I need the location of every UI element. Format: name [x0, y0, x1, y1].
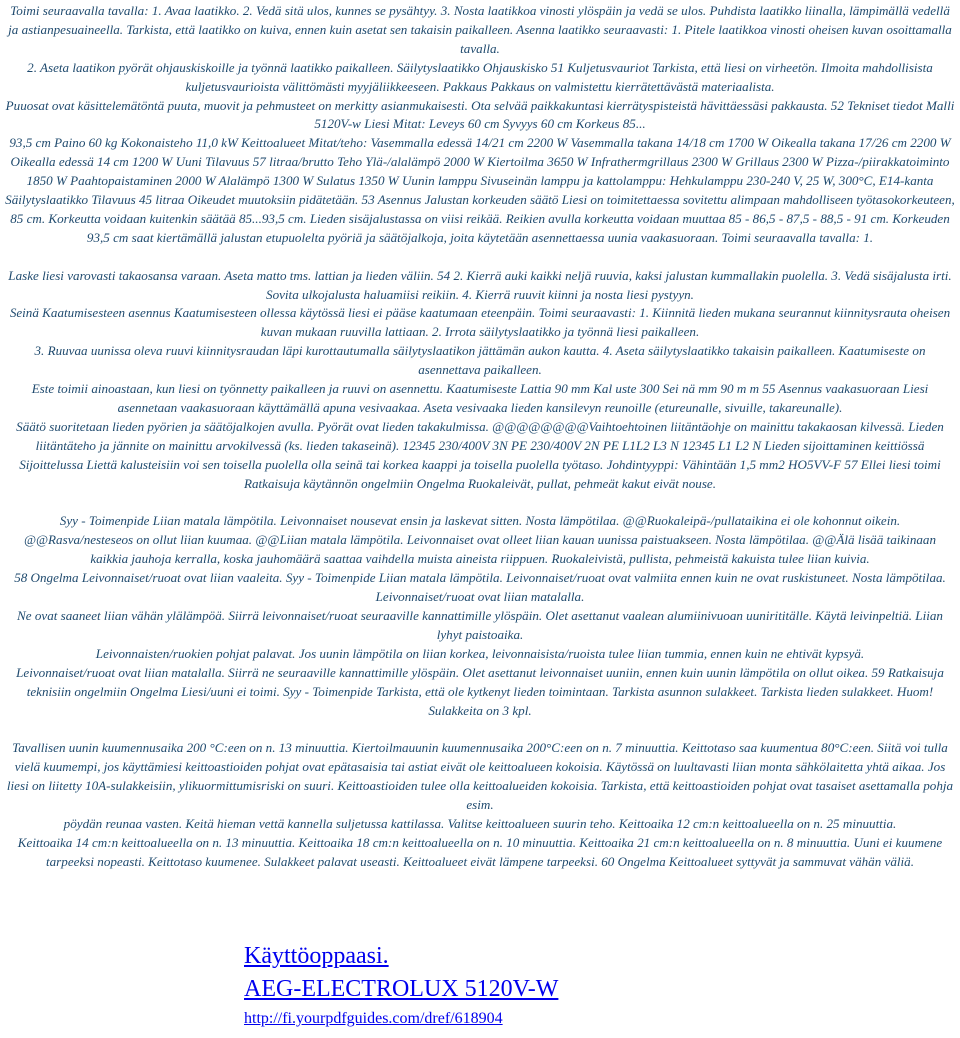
url-link[interactable]: http://fi.yourpdfguides.com/dref/618904 [244, 1010, 503, 1027]
paragraph-troubleshoot-rising: Syy - Toimenpide Liian matala lämpötila. Leivonnaiset nousevat ensin ja laskevat sitten. Nosta lämpötilaa. @@Ruokaleipä-/pullataikina ei ole kohonnut oikein. @@Rasva/nesteseos on ollut liian kuumaa. @@Liian matala lämpötila. Leivonnaiset ovat olleet liian kauan uunissa paistuakseen. Nosta lämpötilaa. @@Älä lisää taikinaan kaikkia jauhoja kerralla, koska jauhomäärä saattaa vaihdella muista aineista riippuen. Ruokaleivistä, pullista, pehmeistä kakuista tulee liian kuivia. [23, 513, 937, 567]
paragraph-heating-times: Tavallisen uunin kuumennusaika 200 °C:een on n. 13 minuuttia. Kiertoilmauunin kuumennusaika 200°C:een on n. 7 minuuttia. Keittotaso saa kuumentua 80°C:een. Siitä voi tulla vielä kuumempi, jos käyttämiesi keittoastioiden pohjat ovat epätasaisia tai astiat eivät ole keittoalueen kokoisia. Käytössä on luultavasti liian monta sähkölaitetta yhtä aikaa. Jos liesi on liitetty 10A-sulakkeisiin, ylikuormittumisriski on suuri. Keittoastioiden tulee olla keittoalueiden kokoisia. Tarkista, että keittoastioiden pohjat ovat tasaiset asettamalla pohja esim. [6, 740, 954, 813]
paragraph-anti-tilt: Seinä Kaatumisesteen asennus Kaatumisesteen ollessa käytössä liesi ei pääse kaatumaan eteenpäin. Toimi seuraavasti: 1. Kiinnitä lieden mukana seurannut kiinnitysrauta oheisen kuvan mukaan ruuvilla lattiaan. 2. Irrota säilytyslaatikko ja työnnä liesi paikalleen. [9, 305, 951, 340]
paragraph-connection: Säätö suoritetaan lieden pyörien ja säätöjalkojen avulla. Pyörät ovat lieden takakulmissa. @@@@@@@@Vaihtoehtoinen liitäntäohje on mainittu takakaosan kilvessä. Lieden liitäntäteho ja jännite on mainittu arvokilvessä (ks. lieden takaseinä). 12345 230/400V 3N PE 230/400V 2N PE L1L2 L3 N 12345 L1 L2 N Lieden sijoittaminen keittiössä Sijoittelussa Liettä kalusteisiin voi sen toisella puolella olla seinä tai korkea kaappi ja toisella puolella työtaso. Johdintyyppi: Vähintään 1,5 mm2 HO5VV-F 57 Ellei liesi toimi Ratkaisuja käytännön ongelmiin Ongelma Ruokaleivät, pullat, pehmeät kakut eivät nouse. [16, 418, 944, 491]
manual-link[interactable]: Käyttöoppaasi. [244, 943, 389, 969]
paragraph-troubleshoot-low-shelf: Leivonnaiset/ruoat ovat liian matalalla. Siirrä ne seuraaville kannattimille ylöspäin. Olet asettanut leivonnaiset uuniin, ennen kuin uunin lämpötila on ollut oikea. 59 Ratkaisuja teknisiin ongelmiin Ongelma Liesi/uuni ei toimi. Syy - Toimenpide Tarkista, että ole kytkenyt lieden toimintaan. Tarkista asunnon sulakkeet. Tarkista lieden sulakkeet. Huom! Sulakkeita on 3 kpl. [16, 664, 944, 718]
manual-text-body [5, 2, 955, 872]
paragraph-drawer-install: 2. Aseta laatikon pyörät ohjauskiskoille ja työnnä laatikko paikalleen. Säilytyslaatikko Ohjauskisko 51 Kuljetusvauriot Tarkista, että liesi on virheetön. Ilmoita mahdollisista kuljetusvaurioista välittömästi myyjäliikkeeseen. Pakkaus Pakkaus on valmistettu kierrätettävästä materiaalista. [27, 59, 933, 94]
paragraph-anti-tilt-steps: 3. Ruuvaa uunissa oleva ruuvi kiinnitysraudan läpi kurottautumalla säilytyslaatikon jättämän aukon kautta. 4. Aseta säilytyslaatikko takaisin paikalleen. Kaatumiseste on asennettava paikalleen. [34, 343, 926, 378]
paragraph-troubleshoot-pale: 58 Ongelma Leivonnaiset/ruoat ovat liian vaaleita. Syy - Toimenpide Liian matala lämpötila. Leivonnaiset/ruoat ovat valmiita ennen kuin ne ovat ruskistuneet. Nosta lämpötilaa. Leivonnaiset/ruoat ovat liian matalalla. [14, 570, 946, 605]
paragraph-packaging: Puuosat ovat käsittelemätöntä puuta, muovit ja pehmusteet on merkitty asianmukaisesti. Ota selvää paikkakuntasi kierrätyspisteistä hävittäessäsi pakkausta. 52 Tekniset tiedot Malli 5120V-w Liesi Mitat: Leveys 60 cm Syvyys 60 cm Korkeus 85... [5, 97, 955, 132]
paragraph-cooking-test: pöydän reunaa vasten. Keitä hieman vettä kannella suljetussa kattilassa. Valitse keittoalueen suurin teho. Keittoaika 12 cm:n keittoalueella on n. 25 minuuttia. [63, 815, 897, 831]
paragraph-height-adjust: Laske liesi varovasti takaosansa varaan. Aseta matto tms. lattian ja lieden väliin. 54 2. Kierrä auki kaikki neljä ruuvia, kaksi jalustan kummallakin puolella. 3. Vedä sisäjalusta irti. Sovita ulkojalusta haluamiisi reikiin. 4. Kierrä ruuvit kiinni ja nosta liesi pystyyn. [8, 267, 952, 302]
footer-links [244, 940, 558, 1030]
paragraph-technical-data: 93,5 cm Paino 60 kg Kokonaisteho 11,0 kW Keittoalueet Mitat/teho: Vasemmalla edessä 14/21 cm 2200 W Vasemmalla takana 14/18 cm 1700 W Oikealla takana 17/26 cm 2200 W Oikealla edessä 14 cm 1200 W Uuni Tilavuus 57 litraa/brutto Teho Ylä-/alalämpö 2000 W Kiertoilma 3650 W Infrathermgrillaus 2300 W Grillaus 2300 W Pizza-/piirakkatoiminto 1850 W Paahtopaistaminen 2000 W Alalämpö 1300 W Sulatus 1350 W Uunin lamppu Sivuseinän lamppu ja kattolamppu: Hehkulamppu 230-240 V, 25 W, 300°C, E14-kanta Säilytyslaatikko Tilavuus 45 litraa Oikeudet muutoksiin pidätetään. 53 Asennus Jalustan korkeuden säätö Liesi on toimitettaessa sovitettu alimpaan mahdolliseen työtasokorkeuteen, 85 cm. Korkeutta voidaan kuitenkin säätää 85...93,5 cm. Lieden sisäjalustassa on viisi reikää. Reikien avulla korkeutta voidaan muuttaa 85 - 86,5 - 87,5 - 88,5 - 91 cm. Korkeuden 93,5 cm saat kiertämällä jalustan etupuolelta pyöriä ja säätöjalkoja, joita käytetään asennettaessa uunia vaakasuoraan. Toimi seuraavalla tavalla: 1. [5, 135, 955, 245]
paragraph-troubleshoot-top-heat: Ne ovat saaneet liian vähän ylälämpöä. Siirrä leivonnaiset/ruoat seuraaville kannattimille ylöspäin. Olet asettanut vaalean alumiinivuoan uunirititälle. Käytä leivinpeltiä. Liian lyhyt paistoaika. [17, 607, 943, 642]
paragraph-leveling: Este toimii ainoastaan, kun liesi on työnnetty paikalleen ja ruuvi on asennettu. Kaatumiseste Lattia 90 mm Kal uste 300 Sei nä mm 90 m m 55 Asennus vaakasuoraan Liesi asennetaan vaakasuoraan käyttämällä apuna vesivaakaa. Aseta vesivaaka lieden kansilevyn reunoille (etureunalle, sivuille, takareunalle). [31, 381, 929, 416]
model-link[interactable]: AEG-ELECTROLUX 5120V-W [244, 976, 559, 1002]
paragraph-troubleshoot-burning: Leivonnaisten/ruokien pohjat palavat. Jos uunin lämpötila on liian korkea, leivonnaisista/ruoista tulee liian tummia, ennen kuin ne ehtivät kypsyä. [95, 645, 865, 661]
paragraph-drawer-removal: Toimi seuraavalla tavalla: 1. Avaa laatikko. 2. Vedä sitä ulos, kunnes se pysähtyy. 3. Nosta laatikkoa vinosti ylöspäin ja vedä se ulos. Puhdista laatikko liinalla, lämpimällä vedellä ja astianpesuaineella. Tarkista, että laatikko on kuiva, ennen kuin asetat sen takaisin paikalleen. Asenna laatikko seuraavasti: 1. Pitele laatikkoa vinosti oheisen kuvan osoittamalla tavalla. [8, 3, 952, 56]
paragraph-cooking-times: Keittoaika 14 cm:n keittoalueella on n. 13 minuuttia. Keittoaika 18 cm:n keittoalueella on n. 10 minuuttia. Keittoaika 21 cm:n keittoalueella on n. 8 minuuttia. Uuni ei kuumene tarpeeksi nopeasti. Keittotaso kuumenee. Sulakkeet palavat useasti. Keittoalueet eivät lämpene tarpeeksi. 60 Ongelma Keittoalueet syttyvät ja sammuvat vähän väliä. [17, 834, 943, 869]
